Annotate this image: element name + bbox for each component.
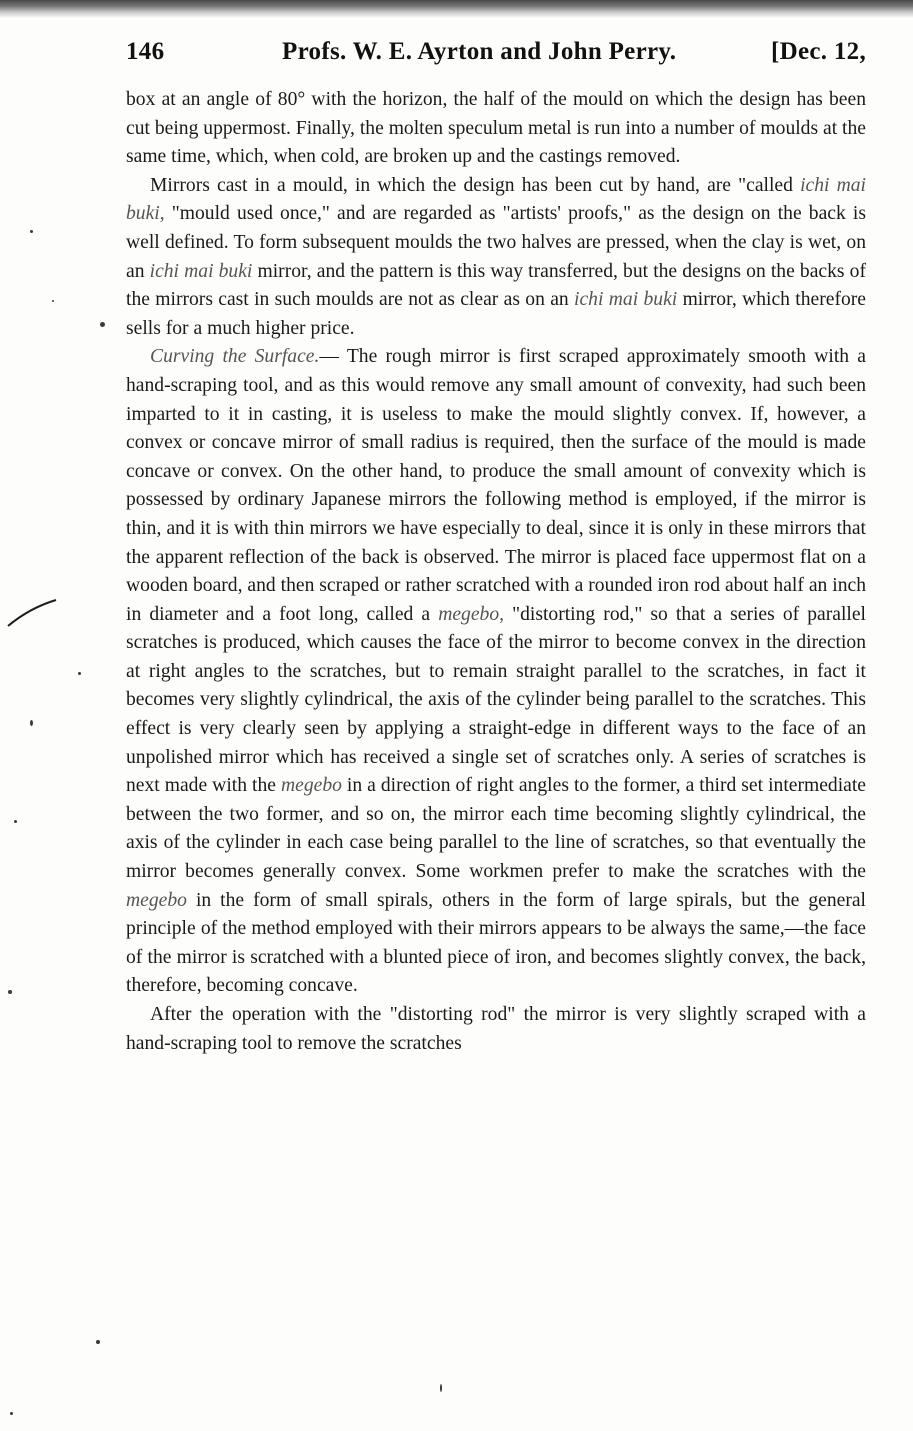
italic-term: ichi mai buki — [574, 289, 678, 311]
scan-speckle — [52, 300, 54, 302]
scan-speckle — [10, 1412, 13, 1415]
running-title: Profs. W. E. Ayrton and John Perry. — [282, 38, 677, 65]
italic-term: Curving the Surface. — [150, 346, 320, 368]
text-run: in the form of small spirals, others in the form of large spirals, but the general principle of the method employed with their mirrors appears to be always the same,—the face of the mirror is scratched with a blunted piece of iron, and becomes slightly convex, the back, therefore, becoming concave. — [126, 889, 866, 997]
italic-term: megebo, — [438, 603, 505, 625]
page-number: 146 — [126, 38, 165, 65]
text-run: Mirrors cast in a mould, in which the design has been cut by hand, are "called — [150, 174, 801, 196]
article-body — [126, 86, 866, 1058]
scan-speckle — [96, 1340, 100, 1344]
text-run: mirror, and the pattern is this way transferred, but the designs on the backs of the mirrors cast in such moulds are not as clear as on an — [126, 260, 866, 311]
text-run: "mould used once," and are regarded as "artists' proofs," as the design on the back is well defined. To form subsequent moulds the two halves are pressed, when the clay is wet, on an — [126, 203, 866, 282]
scan-speckle — [78, 672, 81, 675]
text-run: in a direction of right angles to the former, a third set intermediate between the two former, and so on, the mirror each time becoming slightly cylindrical, the axis of the cylinder in each case being parallel to the line of scratches, so that eventually the mirror becomes generally convex. Some workmen prefer to make the scratches with the — [126, 775, 866, 883]
scan-speckle — [14, 820, 17, 823]
italic-term: ichi mai buki — [149, 260, 253, 282]
page-header — [126, 36, 866, 72]
text-run: box at an angle of 80° with the horizon, the half of the mould on which the design has been cut being uppermost. Finally, the molten speculum metal is run into a number of moulds at the same time, which, when cold, are broken up and the castings removed. — [126, 89, 866, 168]
italic-term: megebo — [126, 889, 187, 911]
paragraph — [126, 1001, 866, 1058]
paragraph — [126, 86, 866, 172]
scan-speckle — [30, 720, 33, 726]
paragraph — [126, 343, 866, 1001]
italic-term: megebo — [280, 775, 342, 797]
header-date: [Dec. 12, — [770, 38, 866, 65]
italic-term: ichi mai buki, — [126, 174, 866, 225]
scan-speckle — [30, 230, 33, 233]
scan-speckle — [8, 990, 12, 994]
text-run: mirror, which therefore sells for a much higher price. — [126, 289, 866, 339]
margin-pen-stroke — [6, 598, 66, 638]
paragraph — [126, 172, 866, 344]
scan-speckle — [100, 322, 105, 327]
text-run: — The rough mirror is first scraped approximately smooth with a hand-scraping tool, and as this would remove any small amount of convexity, had such been imparted to it in casting, it is useless to make the mould slightly convex. If, however, a convex or concave mirror of small radius is required, then the surface of the mould is made concave or convex. On the other hand, to produce the small amount of convexity which is possessed by ordinary Japanese mirrors the following method is employed, if the mirror is thin, and it is with thin mirrors we have especially to deal, since it is only in these mirrors that the apparent reflection of the back is observed. The mirror is placed face uppermost flat on a wooden board, and then scraped or rather scratched with a rounded iron rod about half an inch in diameter and a foot long, called a — [126, 346, 866, 625]
text-run: After the operation with the "distorting rod" the mirror is very slightly scraped with a hand-scraping tool to remove the scratches — [126, 1004, 866, 1054]
scan-top-edge — [0, 0, 913, 18]
text-run: "distorting rod," so that a series of parallel scratches is produced, which causes the face of the mirror to become convex in the direction at right angles to the scratches, but to remain straight parallel to the scratches, in fact it becomes very slightly cylindrical, the axis of the cylinder being parallel to the scratches. This effect is very clearly seen by applying a straight-edge in different ways to the face of an unpolished mirror which has received a single set of scratches only. A series of scratches is next made with the — [126, 603, 866, 797]
scan-speckle — [440, 1384, 442, 1392]
